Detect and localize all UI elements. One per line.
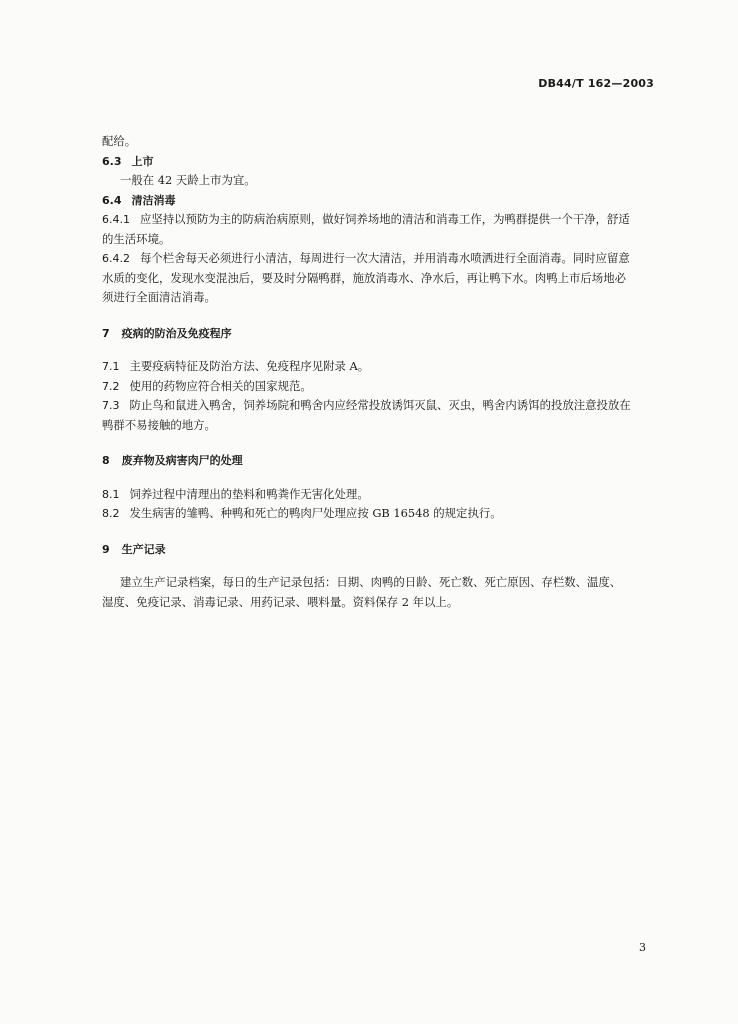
section-7-3-continuation: 鸭群不易接触的地方。 xyxy=(102,417,216,432)
section-number: 7.2 xyxy=(102,379,120,393)
section-8-1 xyxy=(102,485,662,505)
section-title: 废弃物及病害肉尸的处理 xyxy=(121,454,243,467)
section-number: 6.4.2 xyxy=(102,252,130,265)
section-number: 6.4 xyxy=(102,193,122,207)
section-number: 7.3 xyxy=(102,399,120,412)
page-number: 3 xyxy=(639,941,646,954)
section-number: 7 xyxy=(102,326,110,340)
section-7-heading xyxy=(102,324,662,344)
section-8-heading xyxy=(102,451,662,471)
section-number: 8.2 xyxy=(102,507,120,520)
section-6-4-1-line2: 的生活环境。 xyxy=(102,231,171,246)
section-title: 清洁消毒 xyxy=(131,193,176,207)
section-title: 生产记录 xyxy=(121,542,166,556)
section-9-line2: 湿度、免疫记录、消毒记录、用药记录、喂料量。资料保存 2 年以上。 xyxy=(102,594,459,609)
section-number: 6.4.1 xyxy=(102,213,130,226)
section-9-line1: 建立生产记录档案，每日的生产记录包括：日期、肉鸭的日龄、死亡数、死亡原因、存栏数、温度、 xyxy=(120,575,622,589)
section-6-4-1-line1 xyxy=(102,210,662,230)
paragraph-text: 应坚持以预防为主的防病治病原则，做好饲养场地的清洁和消毒工作，为鸭群提供一个干净，舒适 xyxy=(140,212,630,226)
section-number: 8.1 xyxy=(102,487,120,501)
section-7-3 xyxy=(102,396,662,416)
section-number: 7.1 xyxy=(102,360,120,373)
paragraph-text: 每个栏舍每天必须进行小清洁，每周进行一次大清洁，并用消毒水喷洒进行全面消毒。同时应留意 xyxy=(140,251,630,265)
section-number: 6.3 xyxy=(102,154,122,168)
paragraph-text: 防止鸟和鼠进入鸭舍，饲养场院和鸭舍内应经常投放诱饵灭鼠、灭虫，鸭舍内诱饵的投放注意投放在 xyxy=(129,398,631,412)
section-title: 上市 xyxy=(131,154,154,168)
section-6-4-2-line3: 须进行全面清洁消毒。 xyxy=(102,290,216,304)
paragraph-text: 饲养过程中清理出的垫料和鸭粪作无害化处理。 xyxy=(129,486,369,501)
paragraph-text: 主要疫病特征及防治方法、免疫程序见附录 A。 xyxy=(129,359,370,373)
continuation-line: 配给。 xyxy=(102,134,137,148)
paragraph-text: 发生病害的雏鸭、种鸭和死亡的鸭肉尸处理应按 GB 16548 的规定执行。 xyxy=(129,506,502,520)
section-6-4-2-line2: 水质的变化，发现水变混浊后，要及时分隔鸭群，施放消毒水、净水后，再让鸭下水。肉鸭上市后场地必 xyxy=(102,270,626,285)
section-7-1 xyxy=(102,357,662,377)
document-body xyxy=(102,132,662,612)
section-7-2 xyxy=(102,377,662,397)
document-code: DB44/T 162—2003 xyxy=(538,77,654,90)
section-9-heading xyxy=(102,540,662,560)
section-6-3-heading xyxy=(102,152,662,172)
section-8-2 xyxy=(102,504,662,524)
section-6-3-text: 一般在 42 天龄上市为宜。 xyxy=(120,173,256,187)
section-6-4-2-line1 xyxy=(102,249,662,269)
paragraph-text: 使用的药物应符合相关的国家规范。 xyxy=(129,378,312,393)
section-number: 8 xyxy=(102,454,110,467)
section-title: 疫病的防治及免疫程序 xyxy=(121,326,232,340)
section-number: 9 xyxy=(102,542,110,556)
section-6-4-heading xyxy=(102,191,662,211)
